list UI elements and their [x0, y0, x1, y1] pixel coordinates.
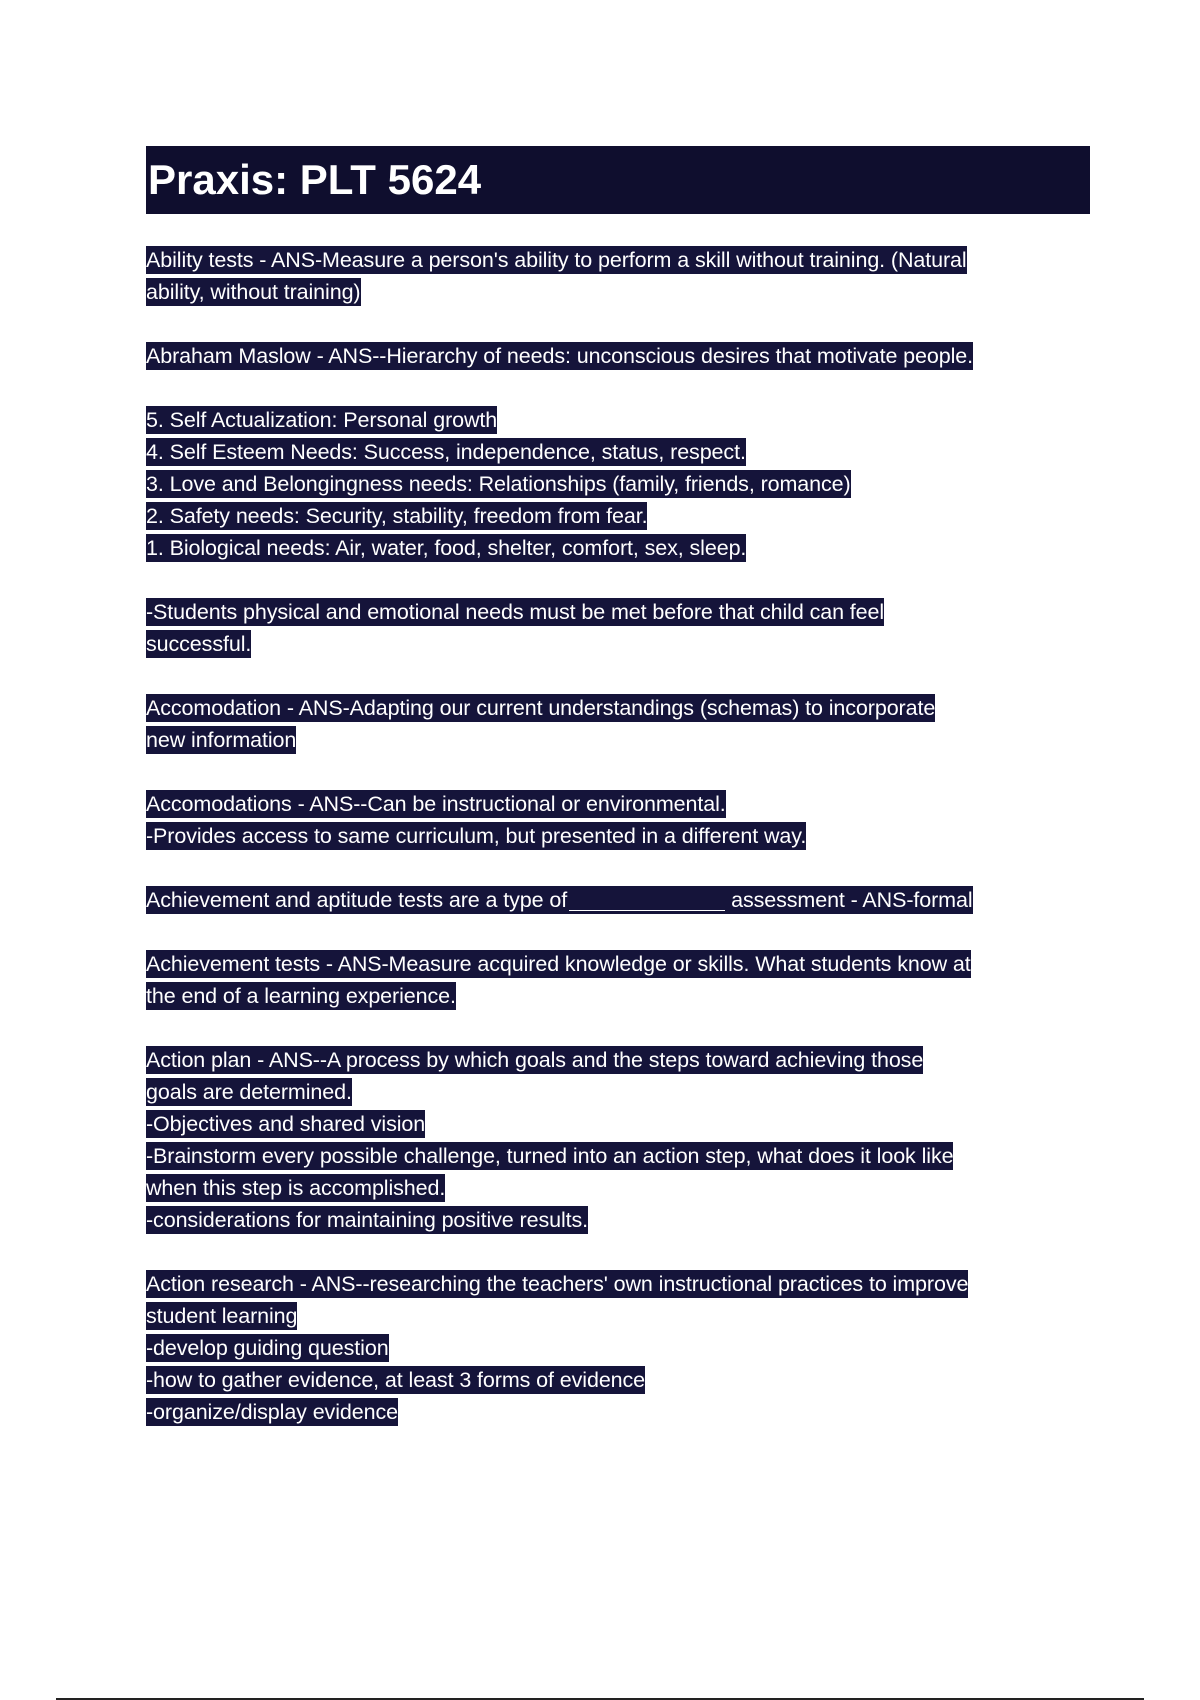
blank-prefix: Achievement and aptitude tests are a type of: [146, 888, 568, 912]
entry-line: -how to gather evidence, at least 3 forms of evidence: [146, 1368, 646, 1392]
flashcard-entry-accomodation: [146, 692, 1090, 756]
list-item: 2. Safety needs: Security, stability, freedom from fear.: [146, 504, 648, 528]
entry-line: when this step is accomplished.: [146, 1176, 446, 1200]
list-item: 1. Biological needs: Air, water, food, shelter, comfort, sex, sleep.: [146, 536, 747, 560]
list-item: 3. Love and Belongingness needs: Relationships (family, friends, romance): [146, 472, 851, 496]
fill-in-blank: [569, 888, 725, 911]
title-banner: [146, 146, 1090, 214]
entry-line: goals are determined.: [146, 1080, 352, 1104]
hierarchy-of-needs-list: [146, 404, 1090, 564]
students-needs-note: [146, 596, 1090, 660]
flashcard-entry-achievement-tests: [146, 948, 1090, 1012]
entry-line: Accomodation - ANS-Adapting our current understandings (schemas) to incorporate: [146, 696, 936, 720]
entry-line: Action plan - ANS--A process by which goals and the steps toward achieving those: [146, 1048, 924, 1072]
entry-line: -Brainstorm every possible challenge, turned into an action step, what does it look like: [146, 1144, 954, 1168]
flashcard-entry-accomodations: [146, 788, 1090, 852]
entry-line: Abraham Maslow - ANS--Hierarchy of needs: unconscious desires that motivate people.: [146, 344, 974, 368]
flashcard-entry-ability-tests: [146, 244, 1090, 308]
entry-line: -Students physical and emotional needs must be met before that child can feel: [146, 600, 885, 624]
entry-line: the end of a learning experience.: [146, 984, 456, 1008]
entry-line: ability, without training): [146, 280, 361, 304]
entry-line: new information: [146, 728, 297, 752]
entry-line: Achievement tests - ANS-Measure acquired knowledge or skills. What students know at: [146, 952, 971, 976]
flashcard-list: [146, 244, 1090, 1460]
entry-line: -Objectives and shared vision: [146, 1112, 426, 1136]
entry-line: student learning: [146, 1304, 298, 1328]
entry-line: -considerations for maintaining positive results.: [146, 1208, 589, 1232]
flashcard-entry-abraham-maslow: [146, 340, 1090, 372]
list-item: 5. Self Actualization: Personal growth: [146, 408, 498, 432]
entry-line: [146, 886, 973, 914]
entry-line: -Provides access to same curriculum, but presented in a different way.: [146, 824, 807, 848]
flashcard-entry-achievement-aptitude: [146, 884, 1090, 916]
entry-line: Accomodations - ANS--Can be instructional or environmental.: [146, 792, 726, 816]
document-title: Praxis: PLT 5624: [148, 156, 482, 203]
flashcard-entry-action-plan: [146, 1044, 1090, 1236]
entry-line: -develop guiding question: [146, 1336, 389, 1360]
entry-line: -organize/display evidence: [146, 1400, 398, 1424]
entry-line: successful.: [146, 632, 252, 656]
flashcard-entry-action-research: [146, 1268, 1090, 1428]
entry-line: Ability tests - ANS-Measure a person's ability to perform a skill without training. (Natural: [146, 248, 967, 272]
blank-suffix: assessment - ANS-formal: [731, 888, 973, 912]
list-item: 4. Self Esteem Needs: Success, independence, status, respect.: [146, 440, 746, 464]
entry-line: Action research - ANS--researching the teachers' own instructional practices to improve: [146, 1272, 969, 1296]
